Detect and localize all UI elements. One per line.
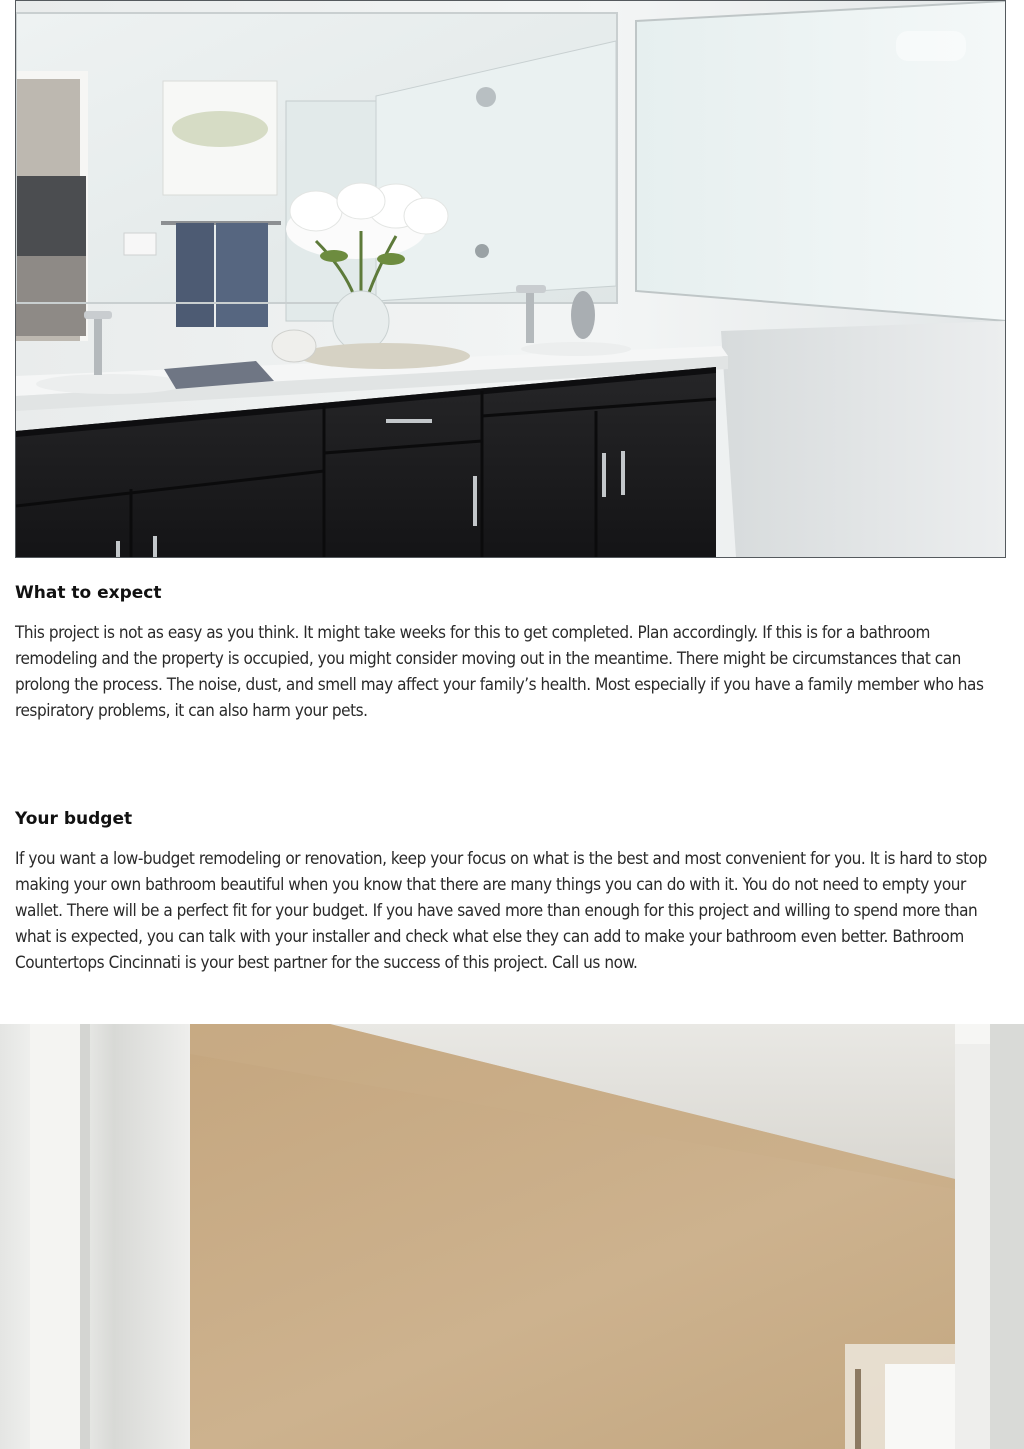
section-paragraph: This project is not as easy as you think. It might take weeks for this to get completed. Plan accordingly. If this is for a bathroom remodeling and the property is occupied, you might consider moving out in the meantime. There might be circumstances that can prolong the process. The noise, dust, and smell may affect your family’s health. Most especially if you have a family member who has respiratory problems, it can also harm your pets. [15, 623, 984, 721]
section-your-budget [15, 804, 1005, 976]
bathroom-vanity-photo [15, 0, 1006, 558]
section-heading: What to expect [15, 583, 162, 603]
article-body [15, 578, 1005, 976]
bathroom-doorway-photo [0, 1024, 1024, 1449]
section-what-to-expect [15, 578, 1005, 774]
section-paragraph: If you want a low-budget remodeling or renovation, keep your focus on what is the best and most convenient for you. It is hard to stop making your own bathroom beautiful when you know that there are many things you can do with it. You do not need to empty your wallet. There will be a perfect fit for your budget. If you have saved more than enough for this project and willing to spend more than what is expected, you can talk with your installer and check what else they can add to make your bathroom even better. Bathroom Countertops Cincinnati is your best partner for the success of this project. Call us now. [15, 849, 987, 973]
section-heading: Your budget [15, 809, 133, 829]
